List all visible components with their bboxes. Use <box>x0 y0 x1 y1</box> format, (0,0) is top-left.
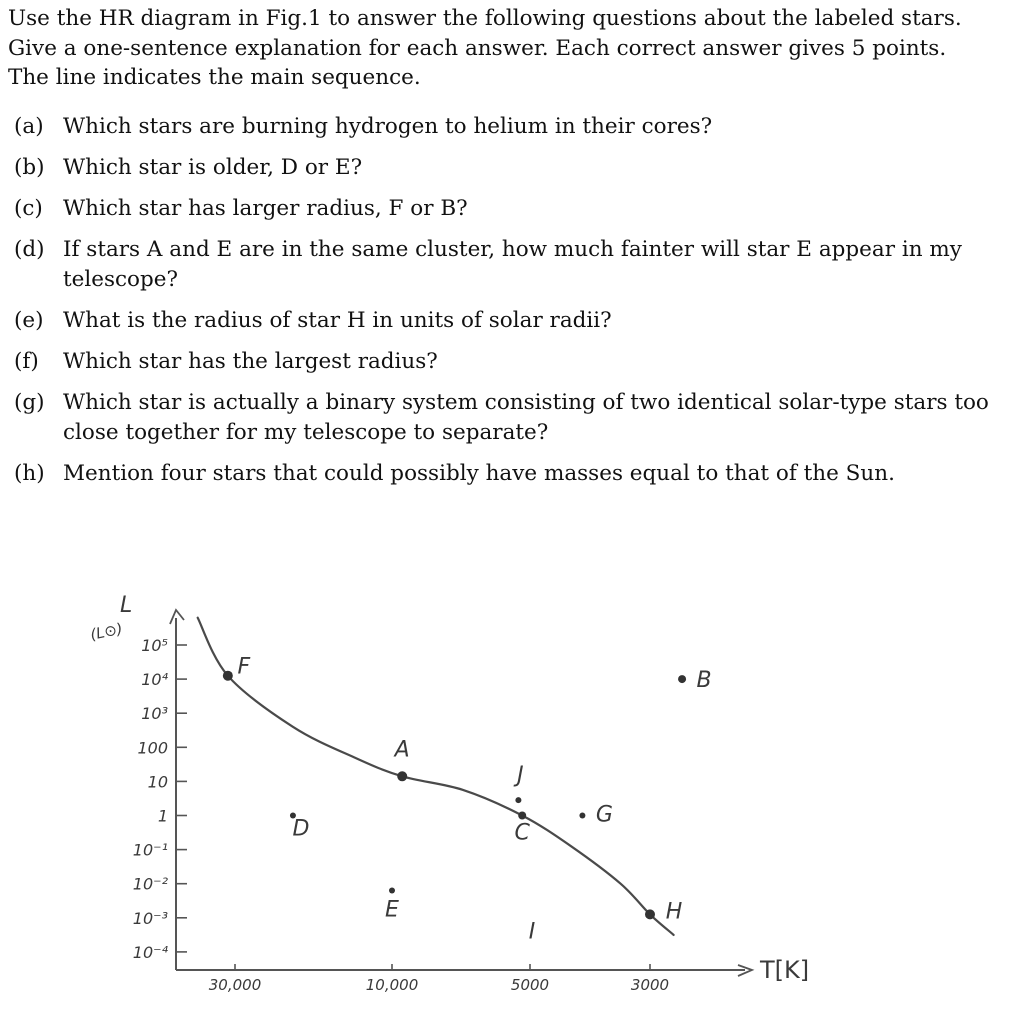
x-tick-label: 10,000 <box>365 976 419 994</box>
x-ticks <box>209 964 669 994</box>
star-point-j <box>515 797 521 803</box>
x-axis-title: T[K] <box>760 956 810 984</box>
star-point-b <box>678 675 686 683</box>
y-tick-label: 10⁻² <box>132 874 168 894</box>
hr-diagram-figure <box>0 580 1021 1024</box>
x-tick-label: 3000 <box>630 976 670 994</box>
question-text: What is the radius of star H in units of solar radii? <box>63 308 612 333</box>
star-label-i: I <box>528 919 536 945</box>
y-ticks <box>133 636 187 962</box>
y-axis-title: L <box>120 593 133 618</box>
star-point-h <box>645 909 655 919</box>
star-label-f: F <box>237 654 251 680</box>
question-label: (e) <box>14 308 44 333</box>
question-text: Mention four stars that could possibly have masses equal to that of the Sun. <box>63 461 895 486</box>
y-axis-unit: (L⊙) <box>88 619 125 644</box>
intro-line: Use the HR diagram in Fig.1 to answer the following questions about the labeled stars. <box>8 6 962 31</box>
question-label: (d) <box>14 237 45 262</box>
question-label: (a) <box>14 114 44 139</box>
star-label-b: B <box>696 668 712 694</box>
y-tick-label: 10³ <box>141 704 168 724</box>
y-tick-label: 10⁻⁴ <box>132 942 168 962</box>
question-text: Which star is actually a binary system consisting of two identical solar-type stars too close together for my telescope to separate? <box>63 390 989 445</box>
main-sequence-layer <box>198 618 674 935</box>
question-text: Which stars are burning hydrogen to helium in their cores? <box>63 114 713 139</box>
intro-line: Give a one-sentence explanation for each answer. Each correct answer gives 5 points. <box>8 35 947 61</box>
x-tick-label: 5000 <box>510 976 550 994</box>
question-label: (b) <box>14 155 45 180</box>
question-text: Which star has larger radius, F or B? <box>63 196 468 221</box>
question-text: If stars A and E are in the same cluster, how much fainter will star E appear in my telescope? <box>63 237 962 292</box>
question-item <box>14 194 1004 224</box>
question-label: (g) <box>14 390 45 415</box>
y-tick-label: 1 <box>157 806 168 826</box>
question-intro <box>8 4 1008 93</box>
question-label: (c) <box>14 196 43 221</box>
question-text: Which star is older, D or E? <box>63 155 363 180</box>
question-item <box>14 112 1004 142</box>
question-item <box>14 306 1004 336</box>
question-item <box>14 153 1004 183</box>
y-tick-label: 100 <box>137 738 168 758</box>
y-tick-label: 10⁵ <box>141 636 168 655</box>
question-item <box>14 235 1004 295</box>
question-text: Which star has the largest radius? <box>63 349 438 374</box>
y-tick-label: 10⁴ <box>141 670 168 690</box>
intro-line: The line indicates the main sequence. <box>8 65 421 90</box>
y-tick-label: 10⁻³ <box>132 908 168 928</box>
question-label: (f) <box>14 349 39 374</box>
question-list <box>14 112 1004 500</box>
star-point-e <box>389 888 395 894</box>
hr-diagram <box>0 580 1021 1024</box>
star-label-a: A <box>394 737 410 763</box>
star-label-h: H <box>665 899 683 925</box>
star-point-c <box>518 812 526 820</box>
star-point-a <box>397 771 407 781</box>
star-label-j: J <box>517 763 524 789</box>
star-label-c: C <box>514 820 530 846</box>
star-point-f <box>223 671 233 681</box>
question-item <box>14 459 1004 489</box>
question-label: (h) <box>14 461 45 486</box>
star-point-g <box>579 813 585 819</box>
star-label-d: D <box>292 816 310 842</box>
star-label-g: G <box>595 802 613 828</box>
y-tick-label: 10⁻¹ <box>132 840 168 860</box>
y-tick-label: 10 <box>147 772 168 792</box>
question-item <box>14 347 1004 377</box>
question-item <box>14 388 1004 448</box>
star-label-e: E <box>385 897 399 923</box>
main-sequence-line <box>198 618 674 935</box>
x-tick-label: 30,000 <box>208 976 262 994</box>
